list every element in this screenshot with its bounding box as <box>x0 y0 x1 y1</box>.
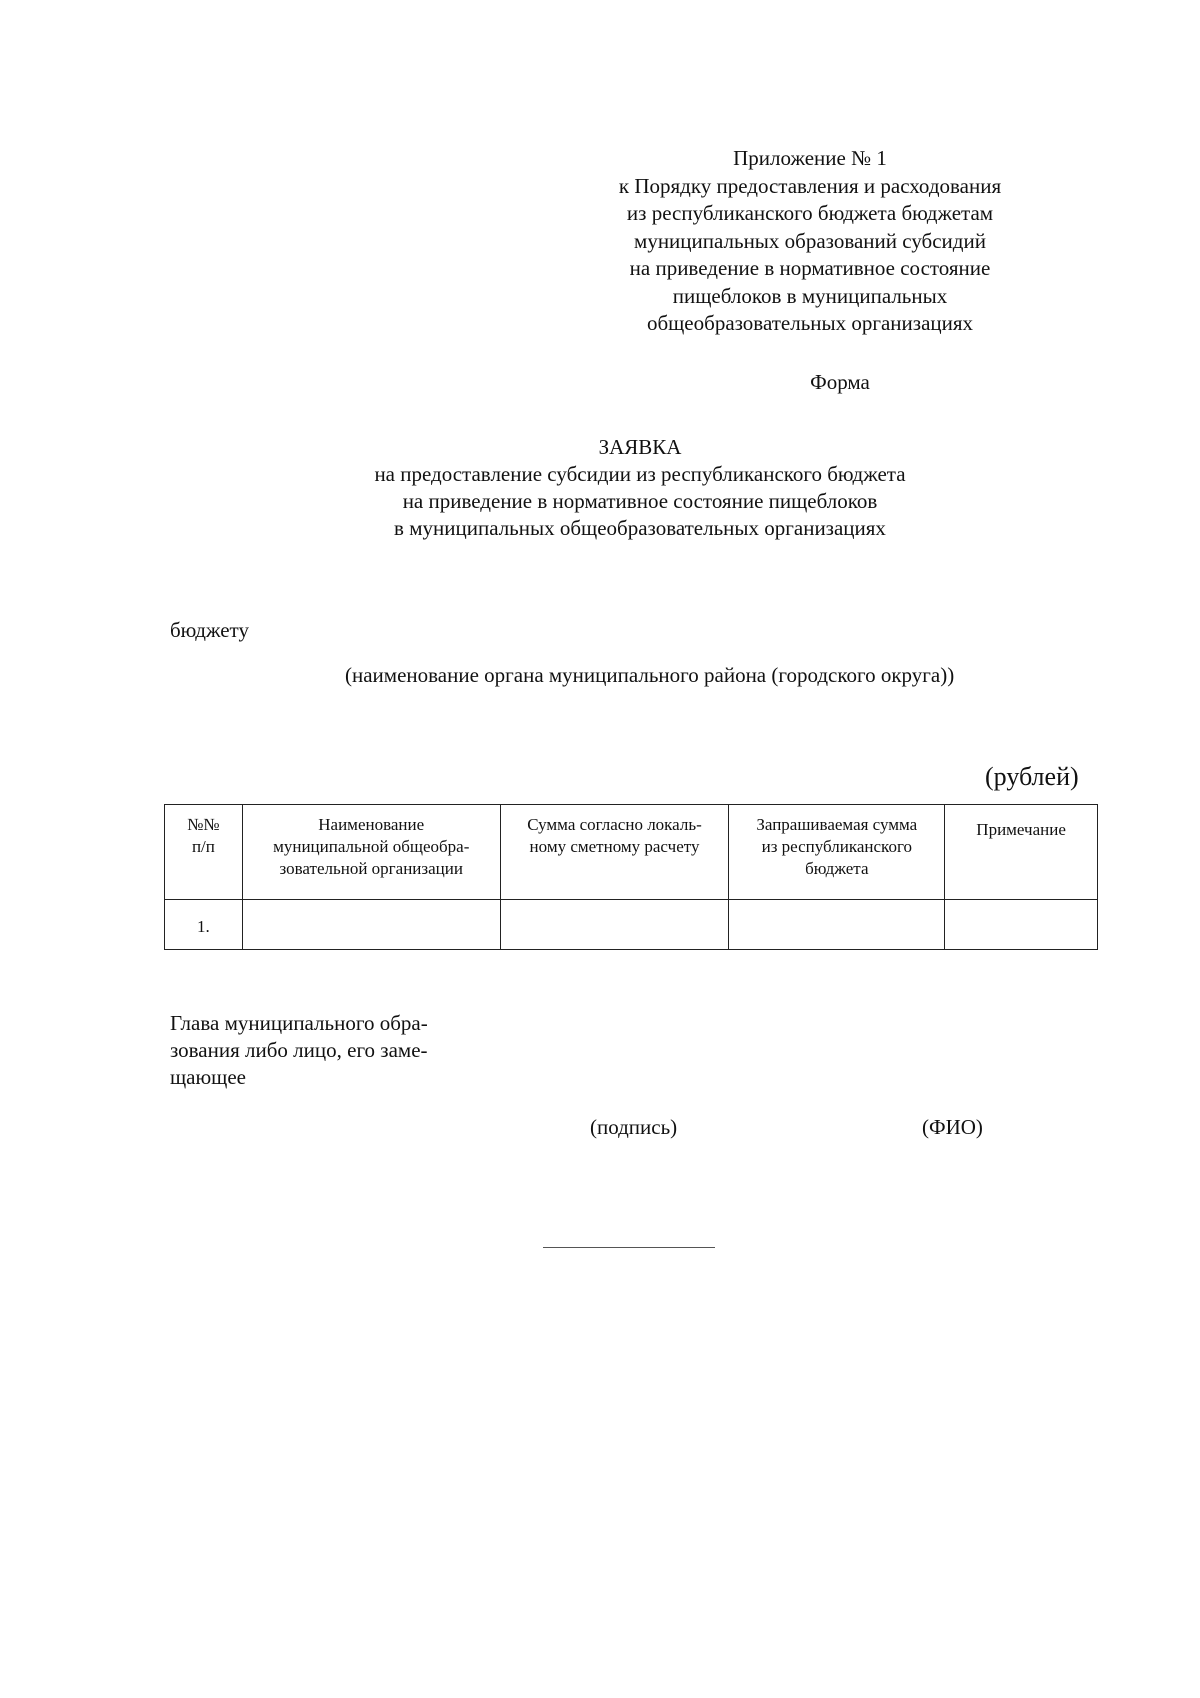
signer-title <box>170 1010 428 1091</box>
table-row <box>165 900 1098 950</box>
signer-line: Глава муниципального обра- <box>170 1011 428 1035</box>
table-cell[interactable] <box>945 900 1098 950</box>
table-cell[interactable] <box>500 900 729 950</box>
header-number: №№ п/п <box>165 805 243 900</box>
title-heading: ЗАЯВКА <box>598 435 682 459</box>
appendix-line: пищеблоков в муниципальных <box>672 283 948 308</box>
organ-name-caption: (наименование органа муниципального района (городского округа)) <box>345 663 955 687</box>
budget-label: бюджету <box>170 618 249 642</box>
full-name-caption: (ФИО) <box>922 1115 983 1139</box>
form-label: Форма <box>810 370 870 394</box>
header-estimate-sum: Сумма согласно локаль- ному сметному расчету <box>500 805 729 900</box>
table-cell[interactable] <box>242 900 500 950</box>
table-cell[interactable] <box>729 900 945 950</box>
document-title <box>230 434 1050 542</box>
signer-line: щающее <box>170 1065 246 1089</box>
header-requested-sum: Запрашиваемая сумма из республиканского бюджета <box>729 805 945 900</box>
footer-divider <box>543 1247 715 1248</box>
application-table <box>164 804 1098 950</box>
title-line: на приведение в нормативное состояние пищеблоков <box>402 489 878 513</box>
table-header-row <box>165 805 1098 900</box>
header-note: Примечание <box>945 805 1098 900</box>
header-organization: Наименование муниципальной общеобра- зовательной организации <box>242 805 500 900</box>
title-line: в муниципальных общеобразовательных организациях <box>394 516 886 540</box>
appendix-line: на приведение в нормативное состояние <box>629 256 991 280</box>
appendix-reference <box>560 145 1060 338</box>
title-line: на предоставление субсидии из республиканского бюджета <box>374 462 906 486</box>
appendix-line: из республиканского бюджета бюджетам <box>626 201 994 225</box>
appendix-line: муниципальных образований субсидий <box>634 228 986 253</box>
appendix-line: к Порядку предоставления и расходования <box>618 173 1002 198</box>
signature-caption: (подпись) <box>590 1115 678 1139</box>
units-label: (рублей) <box>985 762 1079 791</box>
appendix-line: общеобразовательных организациях <box>646 311 974 335</box>
appendix-line: Приложение № 1 <box>733 146 887 170</box>
table-cell: 1. <box>165 900 243 950</box>
signer-line: зования либо лицо, его заме- <box>170 1038 428 1062</box>
